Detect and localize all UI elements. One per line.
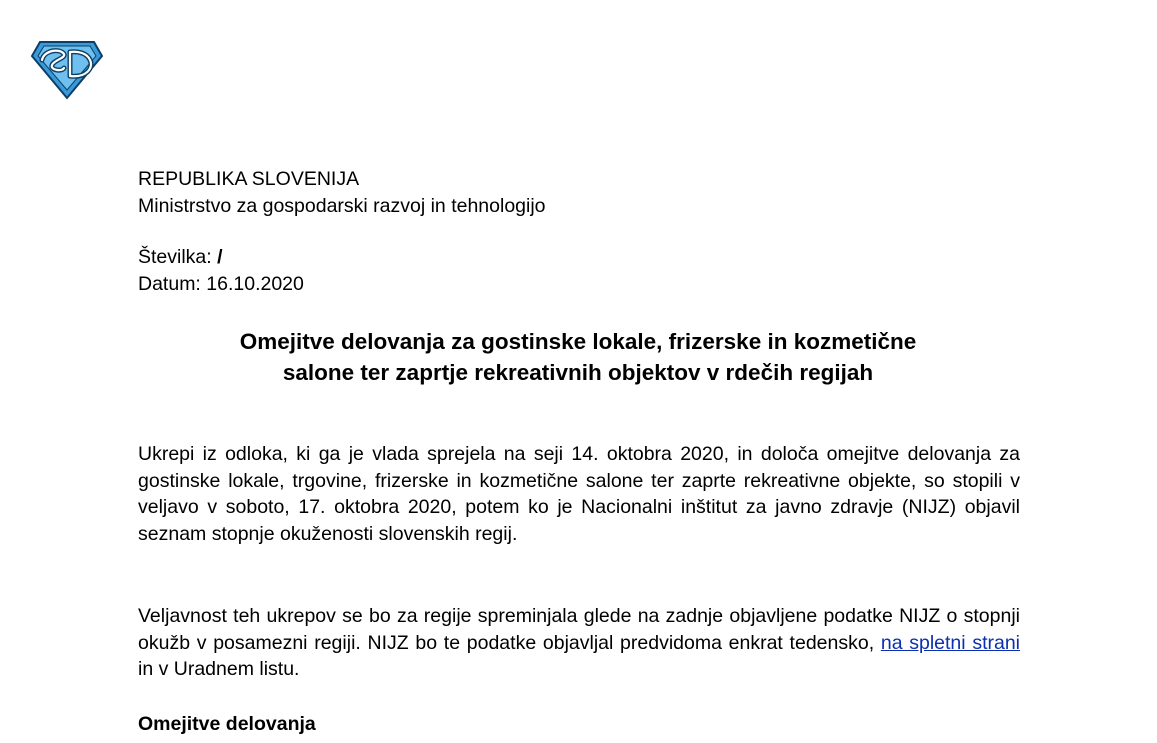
paragraph-1: Ukrepi iz odloka, ki ga je vlada sprejela na seji 14. oktobra 2020, in določa omejitve delovanja za gostinske lokale, trgovine, frizerske in kozmetične salone ter zaprte rekreativne objekte, so stopili v veljavo v soboto, 17. oktobra 2020, potem ko je Nacionalni inštitut za javno zdravje (NIJZ) objavil seznam stopnje okuženosti slovenskih regij. xyxy=(138,443,1020,545)
document-number xyxy=(138,244,304,271)
section-heading: Omejitve delovanja xyxy=(138,713,316,735)
sd-diamond-logo-icon xyxy=(30,38,104,100)
title-line-1: Omejitve delovanja za gostinske lokale, frizerske in kozmetične xyxy=(239,329,917,354)
document-date xyxy=(138,271,304,298)
header-block xyxy=(138,166,546,220)
number-value: / xyxy=(217,246,223,268)
paragraph-2-text-after: in v Uradnem listu. xyxy=(138,658,300,680)
document-title xyxy=(138,326,1018,388)
title-line-2: salone ter zaprtje rekreativnih objektov v rdečih regijah xyxy=(282,360,874,385)
paragraph-2-text-before: Veljavnost teh ukrepov se bo za regije spreminjala glede na zadnje objavljene podatke NIJZ o stopnji okužb v posamezni regiji. NIJZ bo te podatke objavljal predvidoma enkrat tedensko, xyxy=(138,605,1020,654)
ministry-name: Ministrstvo za gospodarski razvoj in tehnologijo xyxy=(138,195,546,217)
paragraph-2 xyxy=(138,603,1020,683)
country-name: REPUBLIKA SLOVENIJA xyxy=(138,168,360,190)
document-meta xyxy=(138,244,304,298)
number-label: Številka: xyxy=(138,246,212,268)
date-label: Datum: xyxy=(138,273,201,295)
website-link[interactable]: na spletni strani xyxy=(880,631,1021,654)
date-value: 16.10.2020 xyxy=(206,273,304,295)
